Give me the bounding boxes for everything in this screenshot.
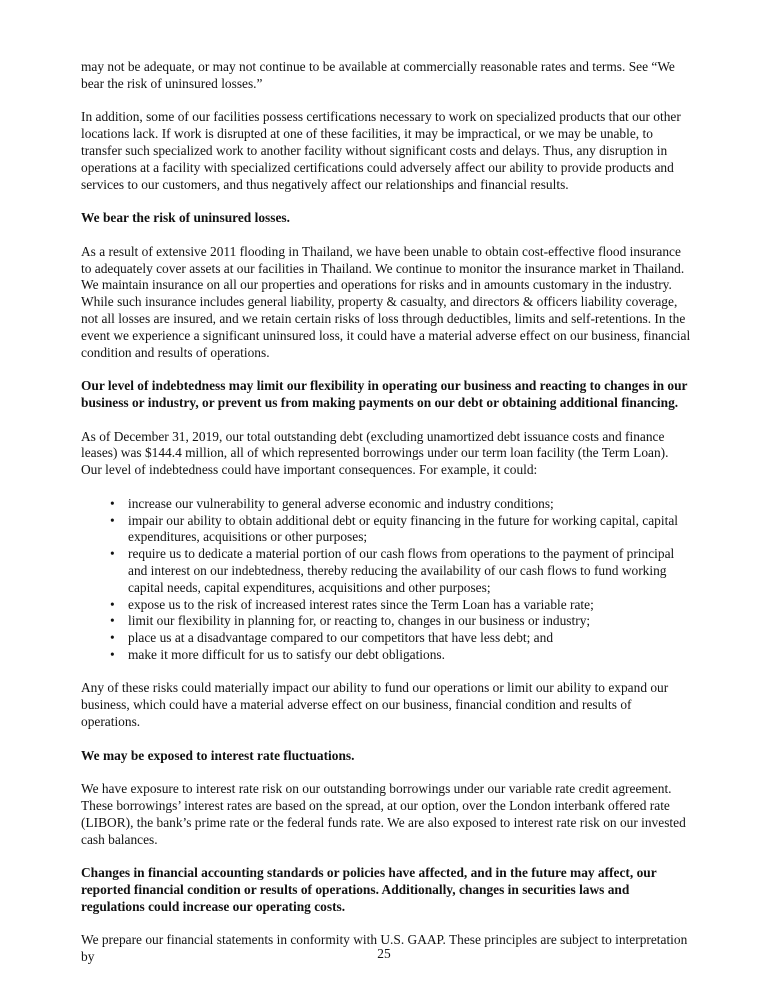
list-item: • increase our vulnerability to general adverse economic and industry conditions; [128,496,692,513]
heading-indebtedness: Our level of indebtedness may limit our flexibility in operating our business and reacting to changes in our business or industry, or prevent us from making payments on our debt or obtaining additional financing. [81,378,688,410]
heading-uninsured-losses: We bear the risk of uninsured losses. [81,210,290,226]
paragraph-gaap: We prepare our financial statements in conformity with U.S. GAAP. These principles are subject to interpretation by [81,932,688,965]
heading-accounting-standards: Changes in financial accounting standards or policies have affected, and in the future may affect, our reported financial condition or results of operations. Additionally, changes in securities laws and regulations could increase our operating costs. [81,865,657,914]
paragraph-facility-certifications: In addition, some of our facilities possess certifications necessary to work on specialized products that our other locations lack. If work is disrupted at one of these facilities, it may be impractical, or we may be unable, to transfer such specialized work to another facility without significant costs and delays. Thus, any disruption in operations at a facility with specialized certifications could adversely affect our ability to provide products and services to our customers, and thus negatively affect our relationships and financial results. [81,109,681,192]
paragraph-outstanding-debt: As of December 31, 2019, our total outstanding debt (excluding unamortized debt issuance costs and finance leases) was $144.4 million, all of which represented borrowings under our term loan facility (the Term Loan). Our level of indebtedness could have important consequences. For example, it could: [81,428,669,478]
paragraph-thailand-flooding: As a result of extensive 2011 flooding in Thailand, we have been unable to obtain cost-effective flood insurance to adequately cover assets at our facilities in Thailand. We continue to monitor the insurance market in Thailand. We maintain insurance on all our properties and operations for risks and in amounts customary in the industry. While such insurance includes general liability, property & casualty, and directors & officers liability coverage, not all losses are insured, and we retain certain risks of loss through deductibles, limits and self-retentions. In the event we experience a significant uninsured loss, it could have a material adverse effect on our business, financial condition and results of operations. [81,243,691,360]
page-content [81,59,692,983]
list-item: • require us to dedicate a material portion of our cash flows from operations to the payment of principal and interest on our indebtedness, thereby reducing the availability of our cash flows to fund working capital needs, capital expenditures, acquisitions and other purposes; [128,546,692,596]
paragraph-insurance-rates: may not be adequate, or may not continue to be available at commercially reasonable rates and terms. See “We bear the risk of uninsured losses.” [81,59,675,91]
heading-interest-rate-fluctuations: We may be exposed to interest rate fluctuations. [81,747,355,763]
list-item: • limit our flexibility in planning for, or reacting to, changes in our business or industry; [128,613,692,630]
page-number: 25 [377,946,391,961]
indebtedness-consequences-list [81,496,692,664]
paragraph-interest-rate-risk: We have exposure to interest rate risk on our outstanding borrowings under our variable rate credit agreement. These borrowings’ interest rates are based on the spread, at our option, over the London interbank offered rate (LIBOR), the bank’s prime rate or the federal funds rate. We are also exposed to interest rate risk on our invested cash balances. [81,781,686,847]
list-item: • expose us to the risk of increased interest rates since the Term Loan has a variable rate; [128,597,692,614]
list-item: • impair our ability to obtain additional debt or equity financing in the future for working capital, capital expenditures, acquisitions or other purposes; [128,513,692,547]
list-item: • place us at a disadvantage compared to our competitors that have less debt; and [128,630,692,647]
paragraph-risks-impact: Any of these risks could materially impact our ability to fund our operations or limit our ability to expand our business, which could have a material adverse effect on our business, financial condition and results of operations. [81,680,669,730]
list-item: • make it more difficult for us to satisfy our debt obligations. [128,647,692,664]
